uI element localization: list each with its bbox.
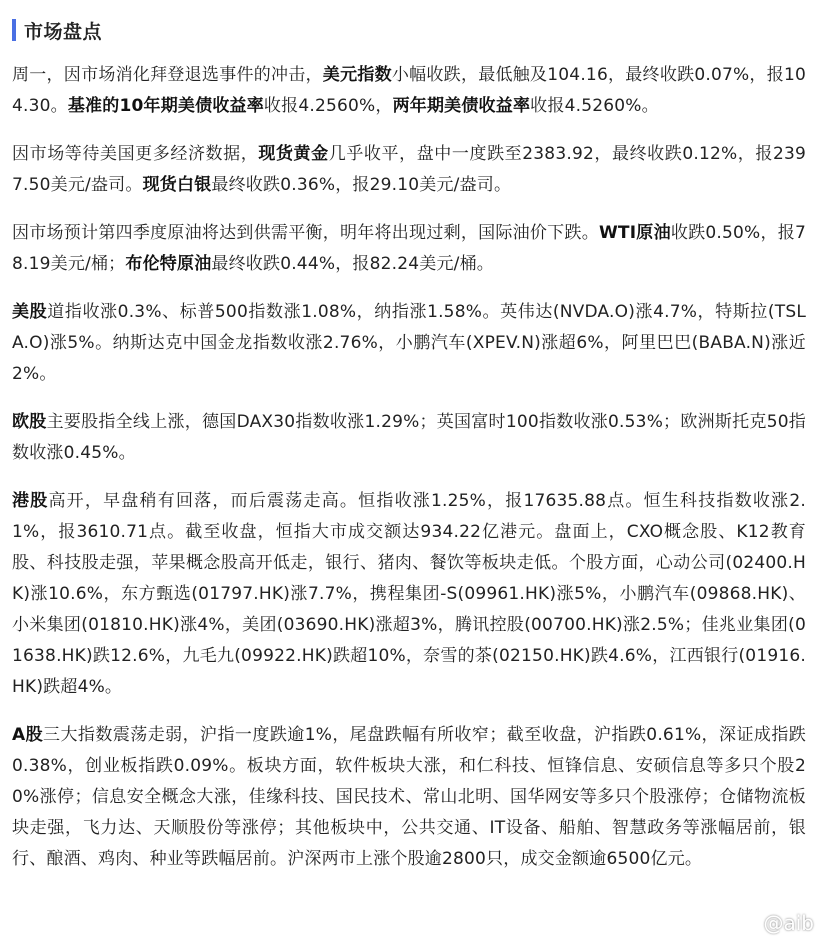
- paragraph-crude-oil: [12, 218, 806, 280]
- keyword-text: WTI原油: [598, 223, 671, 243]
- keyword-text: 美股: [12, 302, 48, 322]
- body-text: 最终收跌0.44%，报82.24美元/桶。: [211, 254, 494, 274]
- watermark: @aib: [763, 911, 814, 935]
- body-text: 收跌0.50%，报78.19美元/桶；: [12, 223, 806, 274]
- keyword-text: A股: [12, 725, 44, 745]
- paragraph-dollar-treasuries: [12, 60, 806, 122]
- keyword-text: 基准的10年期美债收益率: [67, 96, 264, 116]
- body-text: 三大指数震荡走弱，沪指一度跌逾1%，尾盘跌幅有所收窄；截至收盘，沪指跌0.61%，深证成指跌0.38%，创业板指跌0.09%。板块方面，软件板块大涨，和仁科技、恒锋信息、安硕信息等多只个股20%涨停；信息安全概念大涨，佳缘科技、国民技术、常山北明、国华网安等多只个股涨停；仓储物流板块走强，飞力达、天顺股份等涨停；其他板块中，公共交通、IT设备、船舶、智慧政务等涨幅居前，银行、酿酒、鸡肉、种业等跌幅居前。沪深两市上涨个股逾2800只，成交金额逾6500亿元。: [12, 725, 806, 869]
- body-text: 最终收跌0.36%，报29.10美元/盎司。: [211, 175, 512, 195]
- body-text: 收报4.5260%。: [530, 96, 659, 116]
- keyword-text: 港股: [12, 491, 49, 511]
- paragraph-eu-stocks: [12, 407, 806, 469]
- keyword-text: 现货白银: [142, 175, 212, 195]
- keyword-text: 两年期美债收益率: [392, 96, 531, 116]
- keyword-text: 现货黄金: [258, 144, 329, 164]
- body-text: 道指收涨0.3%、标普500指数涨1.08%，纳指涨1.58%。英伟达(NVDA.O)涨4.7%，特斯拉(TSLA.O)涨5%。纳斯达克中国金龙指数收涨2.76%，小鹏汽车(XPEV.N)涨超6%，阿里巴巴(BABA.N)涨近2%。: [12, 302, 806, 384]
- body-text: 周一，因市场消化拜登退选事件的冲击，: [12, 65, 323, 85]
- paragraph-gold-silver: [12, 139, 806, 201]
- body-text: 收报4.2560%，: [263, 96, 393, 116]
- section-title: 市场盘点: [24, 20, 103, 43]
- keyword-text: 布伦特原油: [125, 254, 212, 274]
- body-text: 高开，早盘稍有回落，而后震荡走高。恒指收涨1.25%，报17635.88点。恒生科技指数收涨2.1%，报3610.71点。截至收盘，恒指大市成交额达934.22亿港元。盘面上，CXO概念股、K12教育股、科技股走强，苹果概念股高开低走，银行、猪肉、餐饮等板块走低。个股方面，心动公司(02400.HK)涨10.6%，东方甄选(01797.HK)涨7.7%，携程集团-S(09961.HK)涨5%，小鹏汽车(09868.HK)、小米集团(01810.HK)涨4%，美团(03690.HK)涨超3%，腾讯控股(00700.HK)涨2.5%；佳兆业集团(01638.HK)跌12.6%，九毛九(09922.HK)跌超10%，奈雪的茶(02150.HK)跌4.6%，江西银行(01916.HK)跌超4%。: [12, 491, 806, 697]
- section-accent-bar: [12, 19, 16, 41]
- body-text: 几乎收平，盘中一度跌至2383.92，最终收跌0.12%，报2397.50美元/盎司。: [12, 144, 806, 195]
- body-text: 因市场等待美国更多经济数据，: [12, 144, 259, 164]
- keyword-text: 欧股: [12, 412, 47, 432]
- body-text: 主要股指全线上涨，德国DAX30指数收涨1.29%；英国富时100指数收涨0.53%；欧洲斯托克50指数收涨0.45%。: [12, 412, 806, 463]
- paragraph-hk-stocks: [12, 486, 806, 703]
- keyword-text: 美元指数: [322, 65, 392, 85]
- body-text: 小幅收跌，最低触及104.16，最终收跌0.07%，报104.30。: [12, 65, 806, 116]
- paragraph-a-shares: [12, 720, 806, 875]
- paragraph-us-stocks: [12, 297, 806, 390]
- body-text: 因市场预计第四季度原油将达到供需平衡，明年将出现过剩，国际油价下跌。: [12, 223, 599, 243]
- section-header: [12, 16, 806, 44]
